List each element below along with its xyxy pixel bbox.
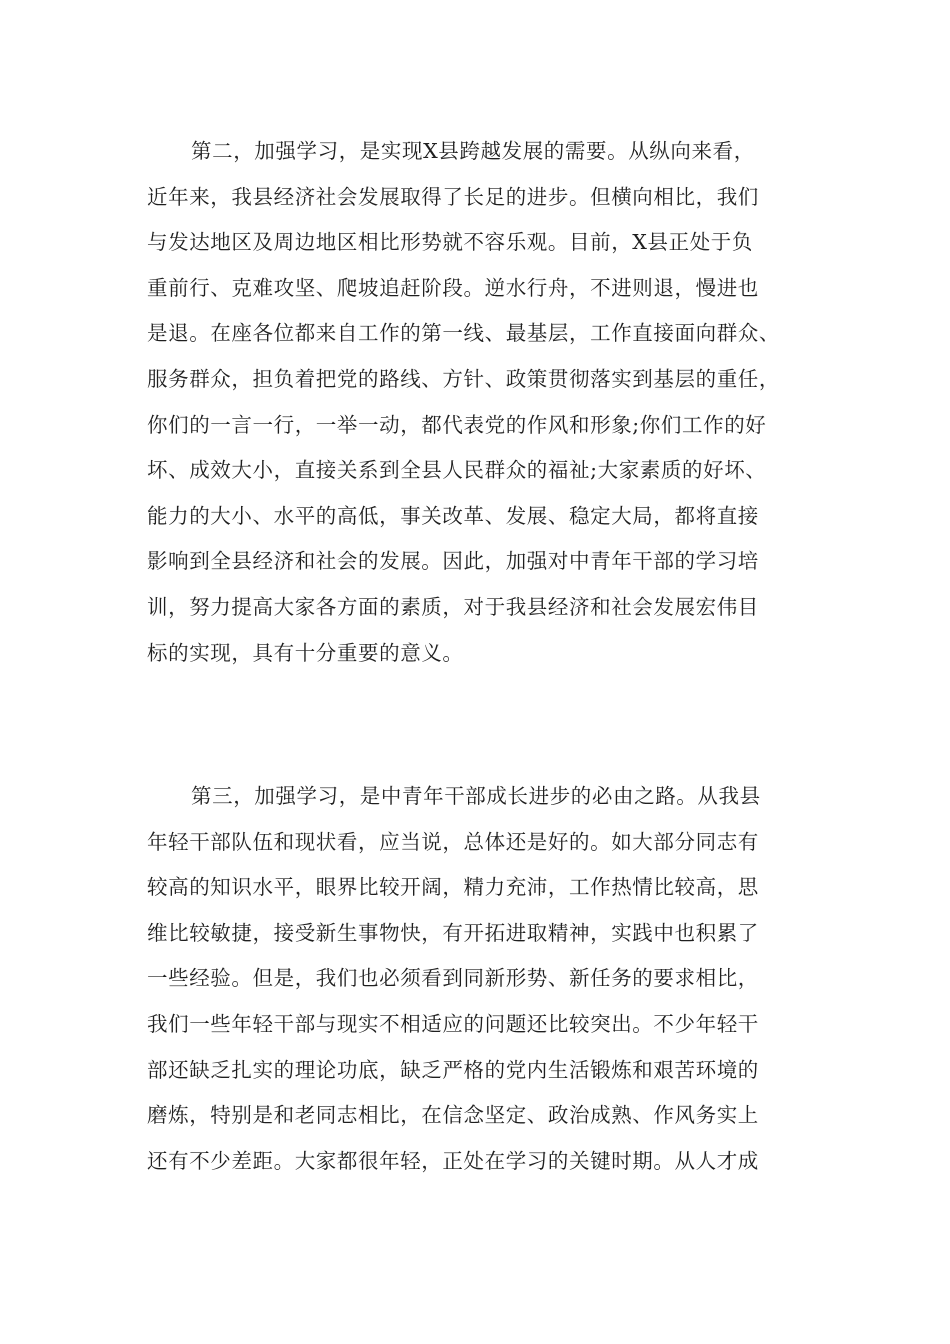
paragraph-second-point	[147, 129, 780, 676]
text-line: 能力的大小、水平的高低，事关改革、发展、稳定大局，都将直接	[147, 503, 759, 528]
text-line: 影响到全县经济和社会的发展。因此，加强对中青年干部的学习培	[147, 549, 759, 574]
text-line: 第三，加强学习，是中青年干部成长进步的必由之路。从我县	[191, 784, 761, 808]
text-line: 是退。在座各位都来自工作的第一线、最基层，工作直接面向群众、	[147, 321, 780, 346]
text-line: 年轻干部队伍和现状看，应当说，总体还是好的。如大部分同志有	[147, 829, 759, 854]
text-line: 近年来，我县经济社会发展取得了长足的进步。但横向相比，我们	[147, 184, 759, 209]
paragraph-third-point	[147, 774, 761, 1184]
text-line: 我们一些年轻干部与现实不相适应的问题还比较突出。不少年轻干	[147, 1011, 759, 1036]
text-line: 坏、成效大小，直接关系到全县人民群众的福祉;大家素质的好坏、	[147, 458, 767, 483]
text-line: 还有不少差距。大家都很年轻，正处在学习的关键时期。从人才成	[147, 1148, 759, 1173]
text-line: 磨炼，特别是和老同志相比，在信念坚定、政治成熟、作风务实上	[147, 1103, 759, 1128]
text-line: 部还缺乏扎实的理论功底，缺乏严格的党内生活锻炼和艰苦环境的	[147, 1057, 759, 1082]
text-line: 第二，加强学习，是实现X县跨越发展的需要。从纵向来看，	[191, 139, 755, 163]
text-line: 训，努力提高大家各方面的素质，对于我县经济和社会发展宏伟目	[147, 594, 759, 619]
text-line: 标的实现，具有十分重要的意义。	[147, 640, 464, 665]
text-line: 与发达地区及周边地区相比形势就不容乐观。目前，X县正处于负	[147, 230, 753, 255]
text-line: 一些经验。但是，我们也必须看到同新形势、新任务的要求相比，	[147, 966, 759, 991]
text-line: 你们的一言一行，一举一动，都代表党的作风和形象;你们工作的好	[147, 412, 767, 437]
text-line: 服务群众，担负着把党的路线、方针、政策贯彻落实到基层的重任，	[147, 366, 780, 391]
text-line: 重前行、克难攻坚、爬坡追赶阶段。逆水行舟，不进则退，慢进也	[147, 275, 759, 300]
text-line: 维比较敏捷，接受新生事物快，有开拓进取精神，实践中也积累了	[147, 920, 759, 945]
text-line: 较高的知识水平，眼界比较开阔，精力充沛，工作热情比较高，思	[147, 875, 759, 900]
